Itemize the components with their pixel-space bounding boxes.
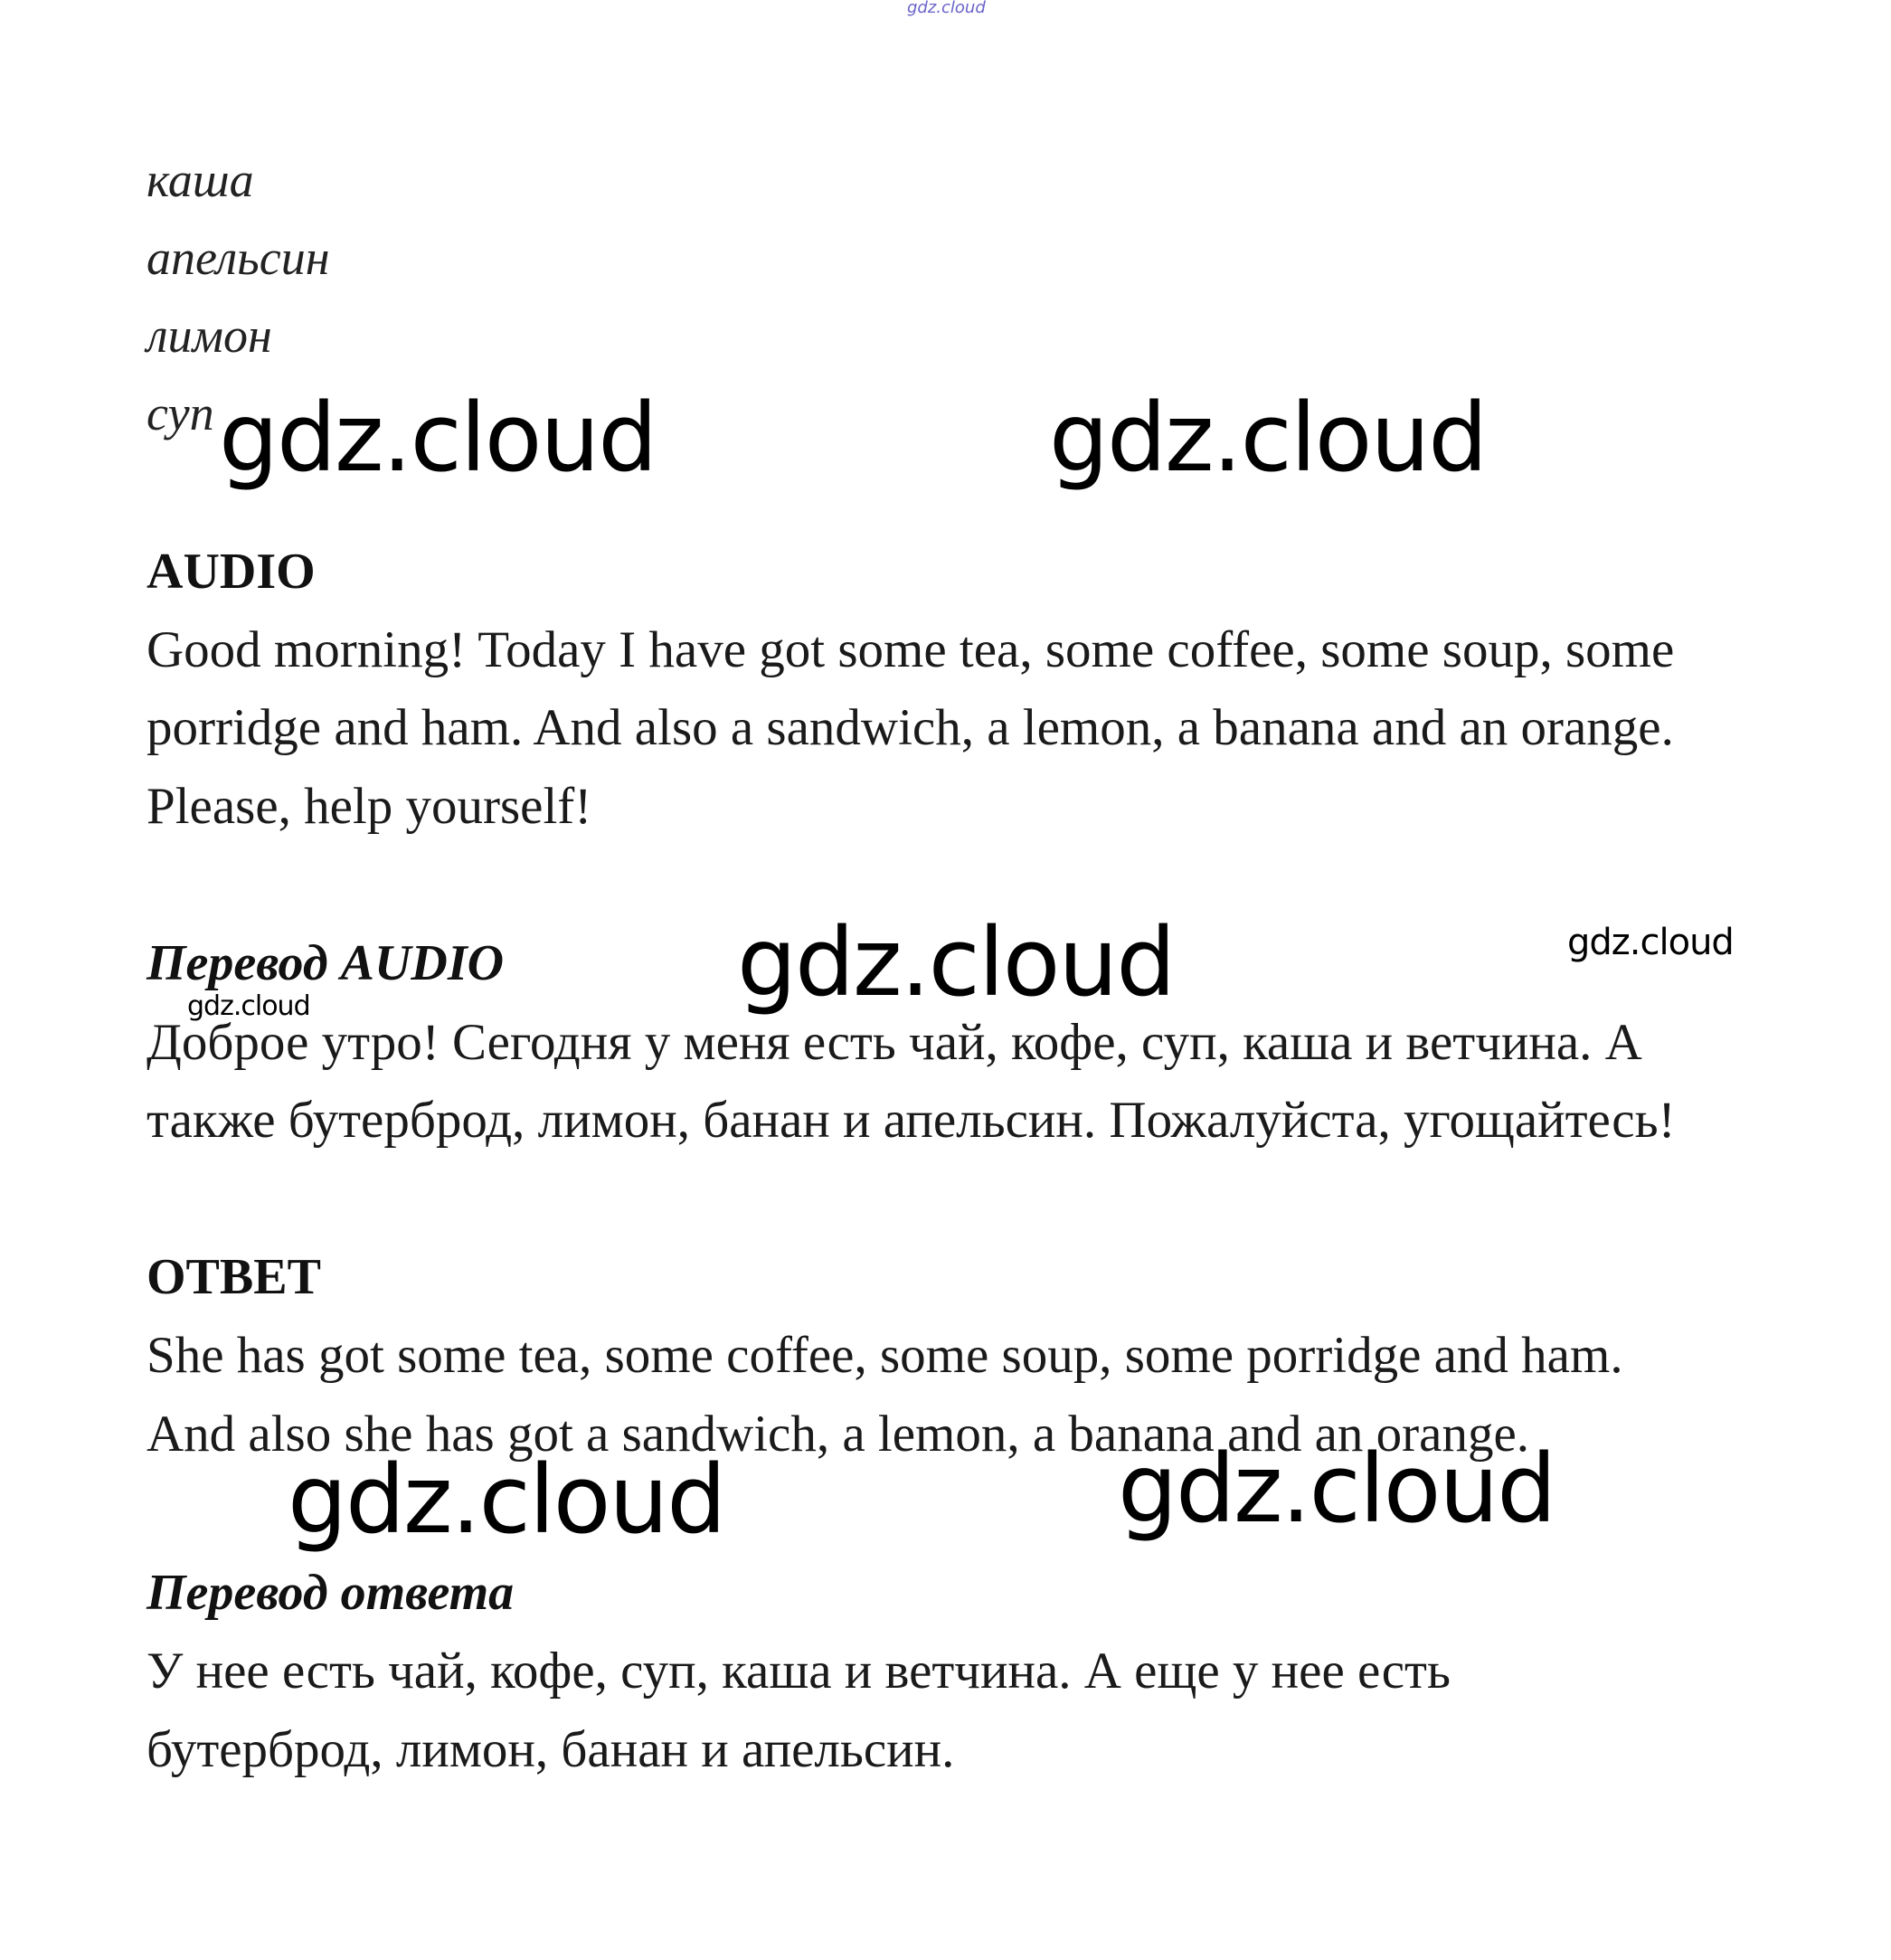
audio-translation-line-2: также бутерброд, лимон, банан и апельсин. Пожалуйста, угощайтесь!	[147, 1092, 1676, 1149]
watermark-top: gdz.cloud	[907, 0, 986, 17]
vocab-word-2: апельсин	[147, 231, 330, 285]
audio-translation-heading: Перевод AUDIO	[147, 935, 505, 991]
audio-line-1: Good morning! Today I have got some tea, some coffee, some soup, some	[147, 621, 1675, 678]
answer-line-2: And also she has got a sandwich, a lemon, a banana and an orange.	[147, 1406, 1530, 1463]
answer-line-1: She has got some tea, some coffee, some soup, some porridge and ham.	[147, 1327, 1623, 1384]
answer-translation-line-1: У нее есть чай, кофе, суп, каша и ветчина. А еще у нее есть	[147, 1643, 1451, 1700]
watermark-large: gdz.cloud	[1049, 383, 1487, 493]
audio-translation-line-1: Доброе утро! Сегодня у меня есть чай, кофе, суп, каша и ветчина. А	[147, 1014, 1642, 1071]
vocab-word-4: суп	[147, 386, 214, 440]
watermark-large: gdz.cloud	[288, 1444, 725, 1555]
answer-translation-line-2: бутерброд, лимон, банан и апельсин.	[147, 1721, 955, 1778]
audio-line-2: porridge and ham. And also a sandwich, a lemon, a banana and an orange.	[147, 699, 1674, 756]
watermark-small: gdz.cloud	[187, 990, 310, 1022]
watermark-large: gdz.cloud	[737, 907, 1175, 1018]
vocab-word-1: каша	[147, 153, 254, 207]
watermark-large: gdz.cloud	[1118, 1434, 1555, 1544]
answer-heading: ОТВЕТ	[147, 1249, 321, 1305]
audio-heading: AUDIO	[147, 544, 316, 600]
watermark-large: gdz.cloud	[219, 383, 657, 493]
audio-line-3: Please, help yourself!	[147, 778, 592, 835]
watermark-small: gdz.cloud	[1567, 922, 1734, 963]
vocab-word-3: лимон	[147, 308, 272, 363]
answer-translation-heading: Перевод ответа	[147, 1565, 515, 1621]
